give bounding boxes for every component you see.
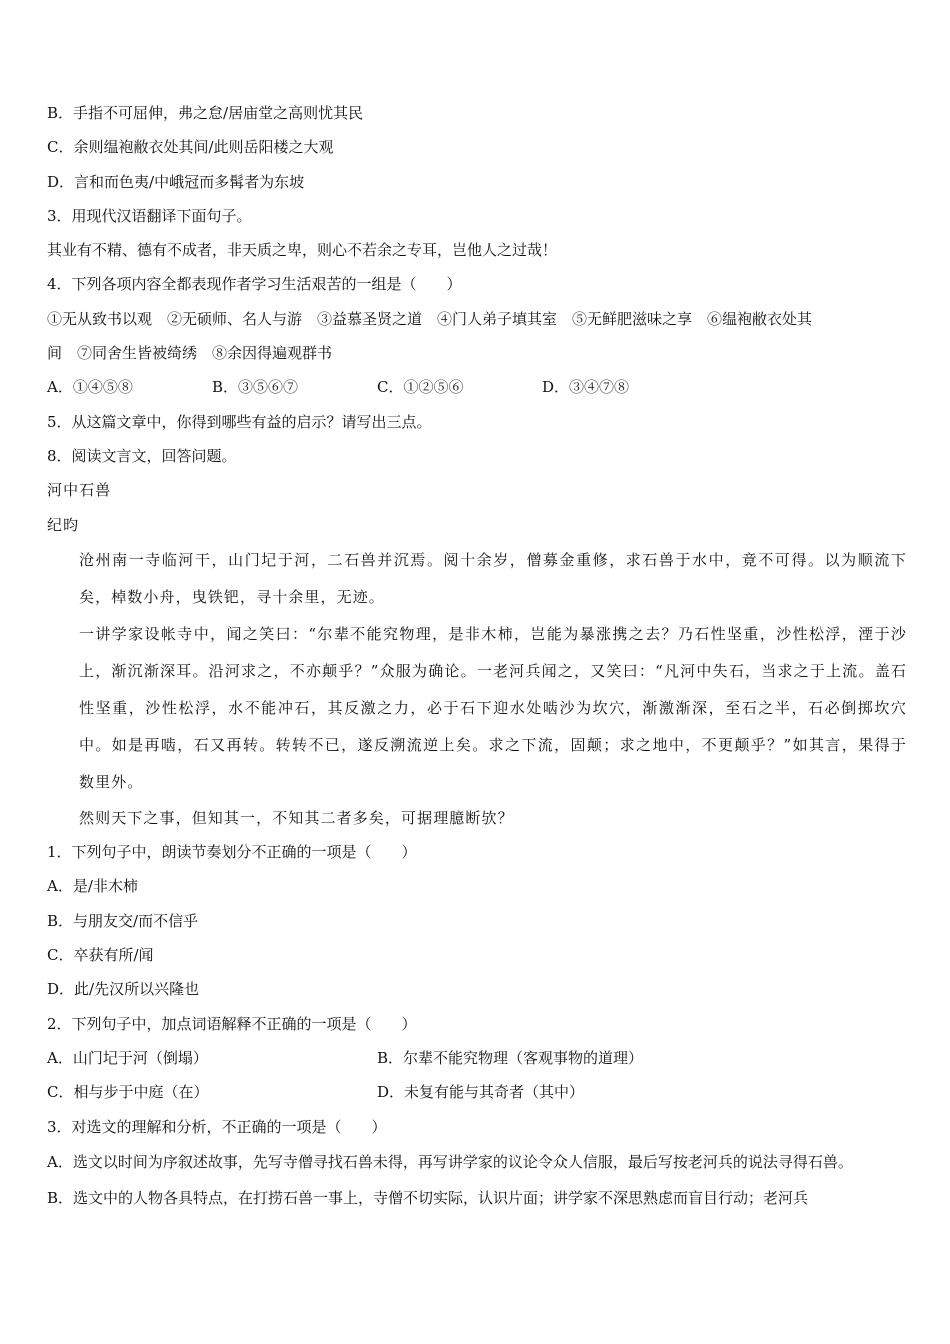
q1-option-a: A．是/非木柿 (47, 877, 138, 896)
q2-option-c: C．相与步于中庭（在） (47, 1083, 209, 1102)
q2-options-row-2 (47, 1075, 907, 1109)
question-4-options (47, 370, 907, 404)
q1-option-c: C．卒获有所/闻 (47, 946, 154, 965)
question-5-heading: 5．从这篇文章中，你得到哪些有益的启示？请写出三点。 (47, 412, 432, 431)
q2-option-b: B．尔辈不能究物理（客观事物的道理） (377, 1048, 644, 1067)
question-3b-heading: 3．对选文的理解和分析，不正确的一项是（ ） (47, 1117, 387, 1136)
option-d-line: D．言和而色夷/中峨冠而多髯者为东坡 (47, 172, 305, 191)
q3-option-a: A．选文以时间为序叙述故事，先写寺僧寻找石兽未得，再写讲学家的议论令众人信服，最后写按老河兵的说法寻得石兽。 (47, 1152, 853, 1171)
q4-option-b: B．③⑤⑥⑦ (212, 378, 299, 397)
q3-option-b: B．选文中的人物各具特点，在打捞石兽一事上，寺僧不切实际，认识片面；讲学家不深思熟虑而盲目行动；老河兵 (47, 1188, 809, 1207)
q4-option-a: A．①④⑤⑧ (47, 378, 133, 397)
question-3-sentence: 其业有不精、德有不成者，非天质之卑，则心不若余之专耳，岂他人之过哉！ (47, 241, 558, 260)
section-8-heading: 8．阅读文言文，回答问题。 (47, 446, 237, 465)
option-b-line: B．手指不可屈伸，弗之怠/居庙堂之高则忧其民 (47, 104, 364, 122)
document-page (47, 96, 907, 1215)
q2-option-a: A．山门圮于河（倒塌） (47, 1048, 208, 1067)
question-3-heading: 3．用现代汉语翻译下面句子。 (47, 206, 252, 225)
passage-paragraph-3: 然则天下之事，但知其一，不知其二者多矣，可据理臆断欤？ (79, 808, 514, 827)
question-1-heading: 1．下列句子中，朗读节奏划分不正确的一项是（ ） (47, 843, 417, 862)
q2-options-row-1 (47, 1041, 907, 1075)
question-2-heading: 2．下列句子中，加点词语解释不正确的一项是（ ） (47, 1014, 417, 1033)
passage-paragraph-1: 沧州南一寺临河干，山门圮于河，二石兽并沉焉。阅十余岁，僧募金重修，求石兽于水中，竟不可得。以为顺流下矣，棹数小舟，曳铁钯，寻十余里，无迹。 (79, 550, 907, 606)
question-4-items-line1: ①无从致书以观 ②无硕师、名人与游 ③益慕圣贤之道 ④门人弟子填其室 ⑤无鲜肥滋味之享 ⑥缊袍敝衣处其 (47, 309, 813, 328)
passage-paragraph-2: 一讲学家设帐寺中，闻之笑曰：“尔辈不能究物理，是非木柿，岂能为暴涨携之去？乃石性坚重，沙性松浮，湮于沙上，渐沉渐深耳。沿河求之，不亦颠乎？”众服为确论。一老河兵闻之，又笑曰：“凡河中失石，当求之于上流。盖石性坚重，沙性松浮，水不能冲石，其反激之力，必于石下迎水处啮沙为坎穴，渐激渐深，至石之半，石必倒掷坎穴中。如是再啮，石又再转。转转不已，遂反溯流逆上矣。求之下流，固颠；求之地中，不更颠乎？”如其言，果得于数里外。 (79, 624, 907, 791)
q2-option-d: D．未复有能与其奇者（其中） (377, 1083, 585, 1102)
q1-option-d: D．此/先汉所以兴隆也 (47, 980, 200, 999)
q4-option-d: D．③④⑦⑧ (542, 378, 630, 397)
passage-title: 河中石兽 (47, 481, 112, 500)
question-4-heading: 4．下列各项内容全都表现作者学习生活艰苦的一组是（ ） (47, 275, 462, 294)
question-4-items-line2: 间 ⑦同舍生皆被绮绣 ⑧余因得遍观群书 (47, 344, 333, 363)
q4-option-c: C．①②⑤⑥ (377, 378, 464, 397)
passage-author: 纪昀 (47, 515, 80, 534)
q1-option-b: B．与朋友交/而不信乎 (47, 911, 199, 930)
option-c-line: C．余则缊袍敝衣处其间/此则岳阳楼之大观 (47, 138, 334, 157)
